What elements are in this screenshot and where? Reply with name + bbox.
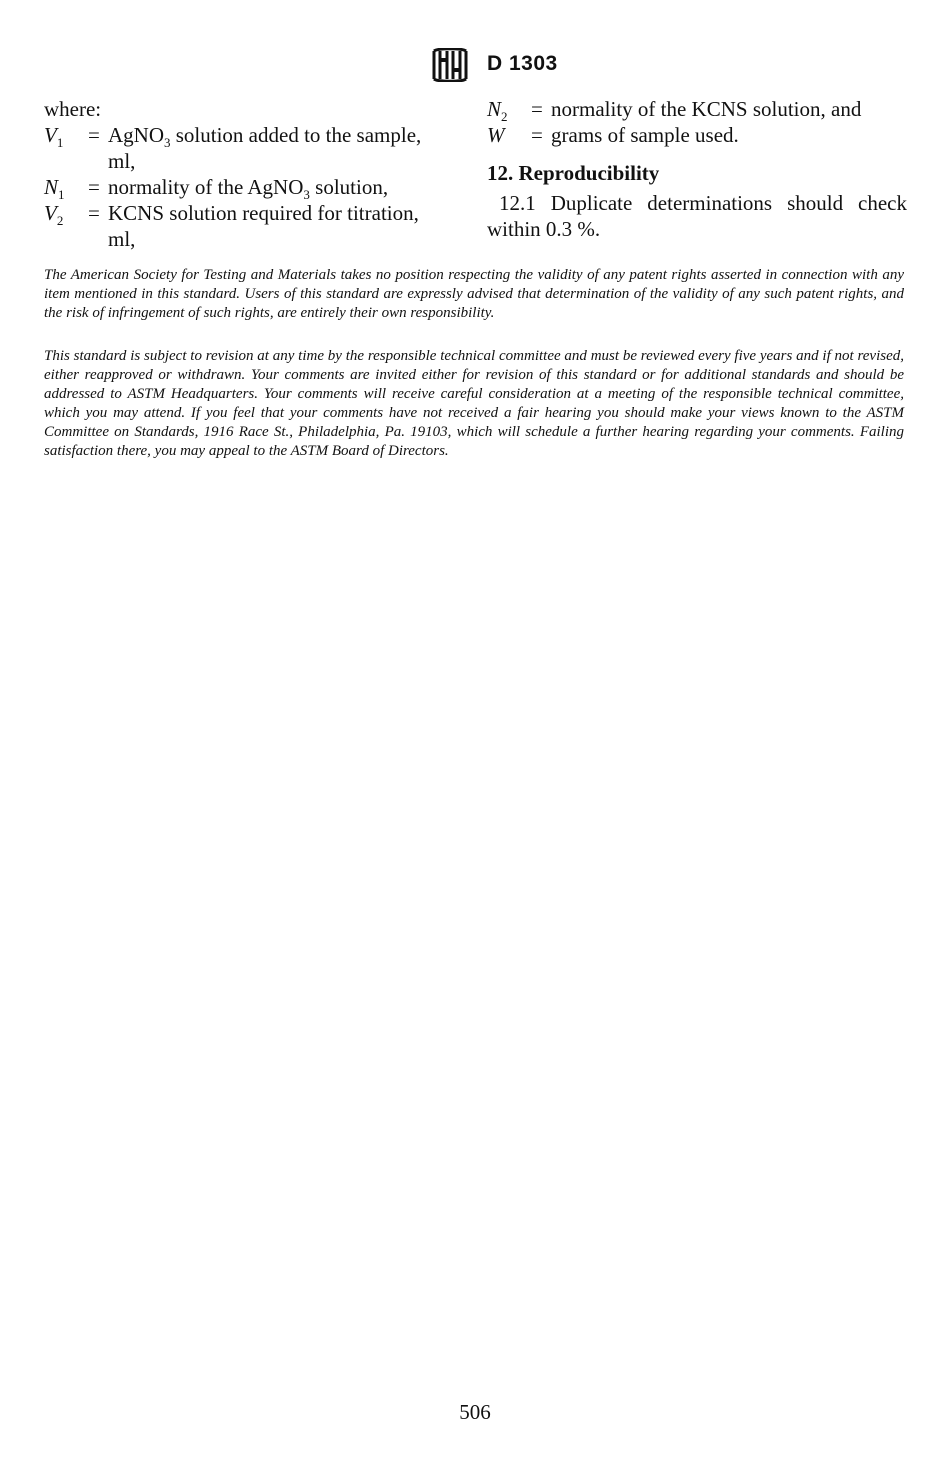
definition-symbol: $N_2$ [487, 97, 508, 125]
definition-symbol: $V_2$ [44, 201, 64, 229]
equals-sign: = [88, 123, 100, 147]
section-heading: 12. Reproducibility [487, 161, 660, 185]
definition-text: grams of sample used. [551, 123, 739, 147]
definition-symbol: $V_1$ [44, 123, 64, 151]
reproducibility-paragraph: 12.1 Duplicate determinations should check within 0.3 %. [487, 191, 907, 241]
equals-sign: = [531, 97, 543, 121]
definition-row [44, 200, 464, 229]
revision-notice: This standard is subject to revision at any time by the responsible technical committee and must be reviewed every five years and if not revised, either reapproved or withdrawn. Your comments are invited either for revision of this standard or for additional standards and should be addressed to ASTM Headquarters. Your comments will receive careful consideration at a meeting of the responsible technical committee, which you may attend. If you feel that your comments have not received a fair hearing you should make your views known to the ASTM Committee on Standards, 1916 Race St., Philadelphia, Pa. 19103, which will schedule a further hearing regarding your comments. Failing satisfaction there, you may appeal to the ASTM Board of Directors. [44, 348, 904, 459]
equals-sign: = [88, 201, 100, 225]
right-column [487, 96, 907, 242]
equals-sign: = [88, 175, 100, 199]
definition-text: normality of the KCNS solution, and [551, 97, 862, 121]
definition-text: AgNO$_3$ solution added to the sample, [108, 123, 422, 151]
astm-logo-icon [428, 48, 472, 82]
definition-text: KCNS solution required for titration, [108, 201, 419, 225]
page-number: 506 [459, 1400, 491, 1424]
definition-symbol: W [487, 123, 505, 147]
definition-continuation: ml, [108, 149, 136, 173]
definition-row [44, 174, 464, 203]
definition-continuation: ml, [108, 227, 136, 251]
definition-symbol: $N_1$ [44, 175, 65, 203]
standard-designation: D 1303 [487, 52, 558, 75]
page-header [0, 44, 950, 84]
definition-row [44, 122, 464, 151]
equals-sign: = [531, 123, 543, 147]
patent-notice: The American Society for Testing and Materials takes no position respecting the validity of any patent rights asserted in connection with any item mentioned in this standard. Users of this standard are expressly advised that determination of the validity of any such patent rights, and the risk of infringement of such rights, are entirely their own responsibility. [44, 267, 904, 321]
left-column [44, 96, 464, 252]
definition-row [487, 122, 907, 148]
definition-text: normality of the AgNO$_3$ solution, [108, 175, 389, 203]
definition-row [487, 96, 907, 125]
where-label: where: [44, 97, 102, 121]
